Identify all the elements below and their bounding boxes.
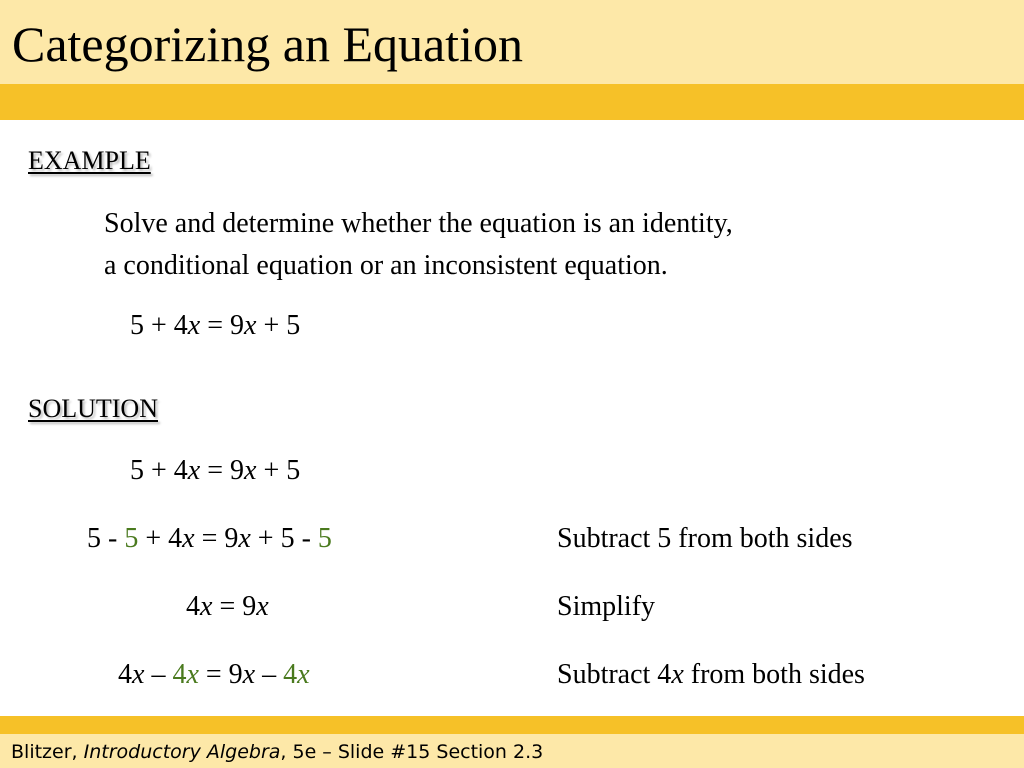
eq-part: = 9 (194, 523, 239, 554)
note-var: x (671, 659, 684, 690)
eq-var: x (238, 523, 251, 554)
footer-slide-info: , 5e – Slide #15 Section 2.3 (280, 741, 544, 763)
note-part: from both sides (683, 659, 865, 690)
footer-author: Blitzer, (11, 741, 84, 763)
step-2-note: Subtract 5 from both sides (557, 523, 853, 554)
eq-highlight: 4 (172, 659, 187, 690)
eq-part: = 9 (200, 455, 245, 486)
example-label: EXAMPLE (28, 146, 151, 175)
instruction-line-1: Solve and determine whether the equation is an identity, (104, 208, 733, 239)
eq-highlight: 4 (283, 659, 298, 690)
eq-part: 5 + 4 (130, 310, 188, 341)
footer-book-title: Introductory Algebra (83, 741, 281, 763)
instruction-line-2: a conditional equation or an inconsistent equation. (104, 250, 668, 281)
eq-part: = 9 (212, 591, 257, 622)
eq-var: x (244, 310, 257, 341)
footer-accent-band (0, 716, 1024, 734)
eq-var: x (187, 455, 201, 486)
eq-part: 4 (118, 659, 132, 690)
eq-part: – (255, 659, 284, 690)
step-4-note (557, 659, 865, 691)
footer-citation (11, 740, 543, 764)
eq-var: x (182, 523, 195, 554)
eq-part: = 9 (198, 659, 243, 690)
eq-part: 4 (186, 591, 200, 622)
solution-step-4 (118, 659, 310, 691)
eq-part: + 5 (256, 455, 301, 486)
solution-step-1 (130, 455, 300, 487)
eq-highlight: 5 (124, 523, 139, 554)
eq-var: x (244, 455, 257, 486)
eq-highlight-var: x (186, 659, 199, 690)
eq-var: x (132, 659, 145, 690)
example-equation (130, 310, 300, 342)
solution-step-2 (87, 523, 332, 555)
title-accent-band (0, 84, 1024, 120)
eq-part: 5 + 4 (130, 455, 188, 486)
eq-part: = 9 (200, 310, 245, 341)
eq-part: + 4 (138, 523, 183, 554)
solution-label: SOLUTION (28, 394, 158, 423)
eq-part: + 5 - (250, 523, 318, 554)
note-part: Subtract 4 (557, 659, 672, 690)
eq-var: x (242, 659, 256, 690)
slide-title: Categorizing an Equation (12, 16, 523, 72)
eq-highlight-var: x (297, 659, 310, 690)
eq-part: + 5 (256, 310, 301, 341)
solution-step-3 (186, 591, 269, 623)
eq-var: x (200, 591, 213, 622)
eq-var: x (187, 310, 201, 341)
eq-part: 5 - (87, 523, 125, 554)
eq-var: x (256, 591, 269, 622)
step-3-note: Simplify (557, 591, 656, 622)
eq-highlight: 5 (317, 523, 332, 554)
eq-part: – (144, 659, 173, 690)
